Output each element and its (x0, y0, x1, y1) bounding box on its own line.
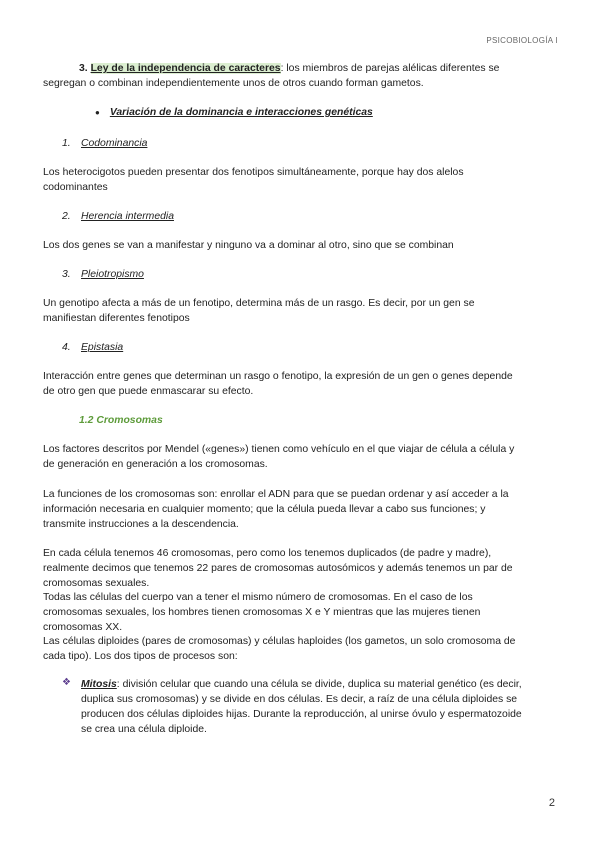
diamond-bullet-icon: ❖ (62, 677, 71, 688)
mitosis-term: Mitosis (81, 679, 117, 690)
law-paragraph (43, 61, 556, 76)
item-text: codominantes (43, 182, 108, 193)
para-text: cromosomas sexuales. (43, 578, 150, 589)
running-header: PSICOBIOLOGÍA I (486, 36, 558, 45)
mitosis-line-2: duplica sus cromosomas) y se divide en dos células. Es decir, a raíz de una célula diploides se (81, 694, 518, 705)
para-text: Todas las células del cuerpo van a tener el mismo número de cromosomas. En el caso de los (43, 592, 473, 603)
item-title: Pleiotropismo (81, 269, 144, 280)
para-text: realmente decimos que tenemos 22 pares de cromosomas autosómicos y además tenemos un par de (43, 563, 513, 574)
para-text: información necesaria en cualquier momento; que la célula pueda llevar a cabo sus funciones; y (43, 504, 486, 515)
law-title: Ley de la independencia de caracteres (90, 63, 281, 74)
para-text: cada tipo). Los dos tipos de procesos son: (43, 651, 238, 662)
para-text: En cada célula tenemos 46 cromosomas, pero como los tenemos duplicados (de padre y madre), (43, 548, 492, 559)
item-title: Codominancia (81, 138, 148, 149)
mitosis-line-1 (81, 677, 556, 692)
para-text: La funciones de los cromosomas son: enrollar el ADN para que se puedan ordenar y así acceder a la (43, 489, 509, 500)
item-number: 3. (62, 269, 71, 280)
item-text: Los heterocigotos pueden presentar dos fenotipos simultáneamente, porque hay dos alelos (43, 167, 464, 178)
bullet-heading (95, 105, 373, 120)
item-number: 1. (62, 138, 71, 149)
para-text: cromosomas XX. (43, 622, 123, 633)
bullet-icon: ● (95, 108, 100, 117)
para-text: de generación en generación a los cromosomas. (43, 459, 268, 470)
mitosis-line-4: se crea una célula diploide. (81, 724, 207, 735)
item-title: Herencia intermedia (81, 211, 174, 222)
section-heading: 1.2 Cromosomas (79, 415, 163, 426)
bullet-heading-text: Variación de la dominancia e interacciones genéticas (109, 107, 373, 118)
para-text: transmite instrucciones a la descendencia. (43, 519, 239, 530)
item-text: manifiestan diferentes fenotipos (43, 313, 190, 324)
law-text-2: segregan o combinan independientemente unos de otros cuando forman gametos. (43, 78, 424, 89)
para-text: cromosomas sexuales, los hombres tienen cromosomas X e Y mientras que las mujeres tienen (43, 607, 481, 618)
law-text-1: : los miembros de parejas alélicas diferentes se (280, 63, 500, 74)
item-codominancia (62, 136, 147, 151)
item-number: 2. (62, 211, 71, 222)
page-number: 2 (548, 797, 555, 809)
mitosis-text: : división celular que cuando una célula se divide, duplica su material genético (es decir, (116, 679, 522, 690)
item-title: Epistasia (81, 342, 124, 353)
item-text: Los dos genes se van a manifestar y ninguno va a dominar al otro, sino que se combinan (43, 240, 454, 251)
item-text: de otro gen que puede enmascarar su efecto. (43, 386, 254, 397)
item-text: Interacción entre genes que determinan un rasgo o fenotipo, la expresión de un gen o genes depende (43, 371, 513, 382)
para-text: Los factores descritos por Mendel («genes») tienen como vehículo en el que viajar de célula a célula y (43, 444, 515, 455)
item-text: Un genotipo afecta a más de un fenotipo, determina más de un rasgo. Es decir, por un gen se (43, 298, 475, 309)
item-pleiotropismo (62, 267, 144, 282)
law-number: 3. (79, 63, 88, 74)
para-text: Las células diploides (pares de cromosomas) y células haploides (los gametos, un solo cromosoma de (43, 636, 516, 647)
item-epistasia (62, 340, 123, 355)
item-herencia (62, 209, 174, 224)
mitosis-line-3: producen dos células diploides hijas. Durante la reproducción, al unirse óvulo y espermatozoide (81, 709, 522, 720)
item-number: 4. (62, 342, 71, 353)
